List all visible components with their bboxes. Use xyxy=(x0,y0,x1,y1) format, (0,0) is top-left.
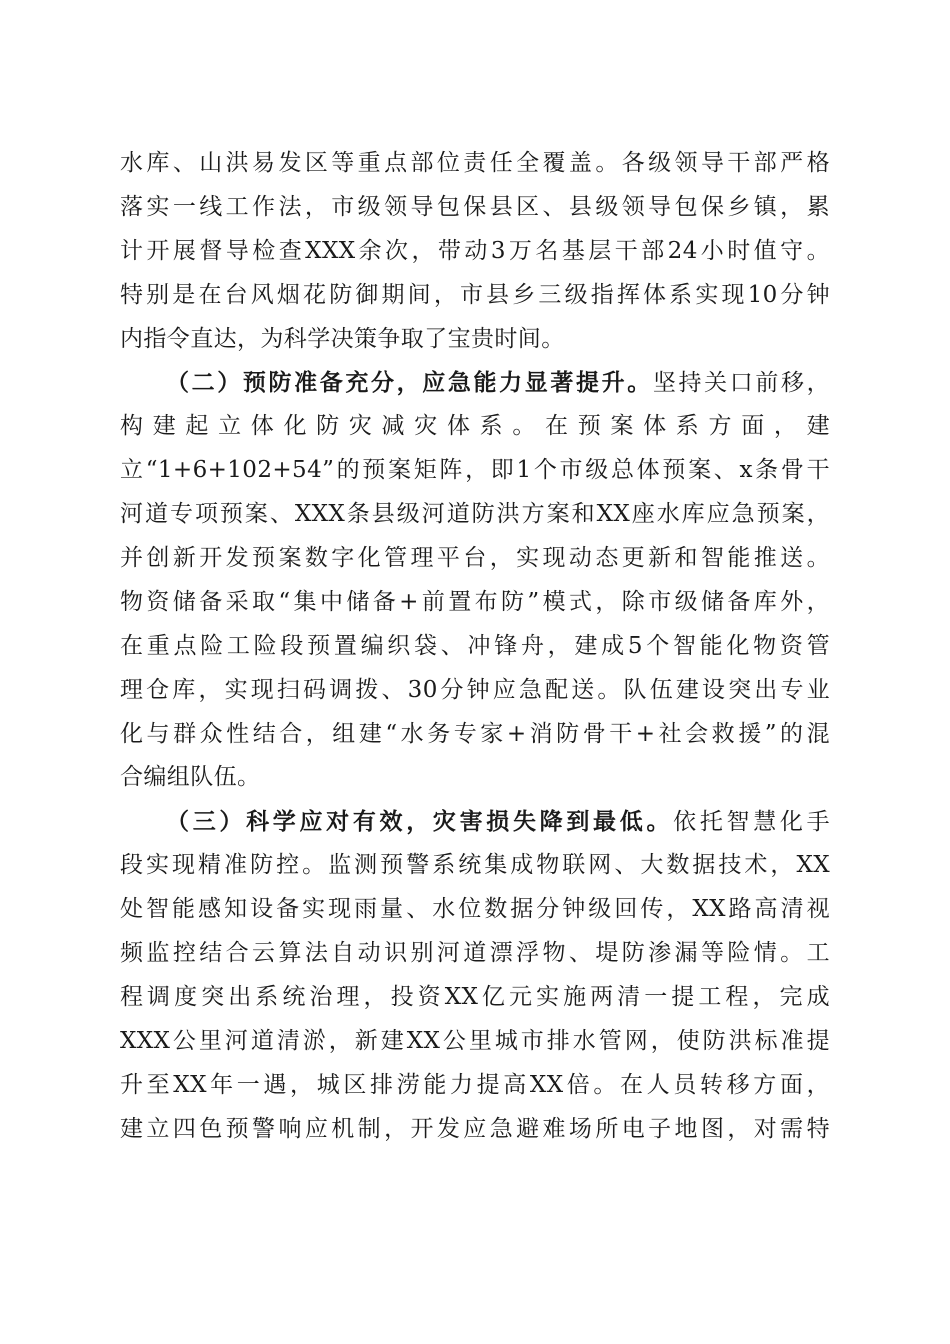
paragraph-1-line: 落实一线工作法，市级领导包保县区、县级领导包保乡镇，累 xyxy=(120,193,830,220)
paragraph-1-line: 水库、山洪易发区等重点部位责任全覆盖。各级领导干部严格 xyxy=(120,150,830,176)
paragraph-3-line: 段实现精准防控。监测预警系统集成物联网、大数据技术，XX xyxy=(120,852,830,879)
paragraph-2-heading: （二）预防准备充分，应急能力显著提升。 xyxy=(166,369,653,397)
paragraph-1-line: 特别是在台风烟花防御期间，市县乡三级指挥体系实现10分钟 xyxy=(120,281,830,308)
paragraph-3-first-line-text: 依托智慧化手 xyxy=(673,809,830,836)
paragraph-2-first-line-text: 坚持关口前移， xyxy=(652,370,830,397)
paragraph-3-line: XXX公里河道清淤，新建XX公里城市排水管网，使防洪标准提 xyxy=(120,1027,830,1054)
paragraph-3-heading: （三）科学应对有效，灾害损失降到最低。 xyxy=(166,808,674,836)
paragraph-2-line: 构建起立体化防灾减灾体系。在预案体系方面，建 xyxy=(120,413,830,440)
paragraph-2-line: 合编组队伍。 xyxy=(120,764,261,791)
document-body xyxy=(120,142,830,1151)
paragraph-1-line: 内指令直达，为科学决策争取了宝贵时间。 xyxy=(120,325,565,352)
paragraph-2-line: 物资储备采取“集中储备+前置布防”模式，除市级储备库外， xyxy=(120,588,830,615)
paragraph-3-line: 升至XX年一遇，城区排涝能力提高XX倍。在人员转移方面， xyxy=(120,1071,830,1098)
paragraph-3-line: 建立四色预警响应机制，开发应急避难场所电子地图，对需特 xyxy=(120,1115,830,1142)
paragraph-3-line: 程调度突出系统治理，投资XX亿元实施两清一提工程，完成 xyxy=(120,983,830,1010)
paragraph-3-line: 频监控结合云算法自动识别河道漂浮物、堤防渗漏等险情。工 xyxy=(120,940,830,967)
paragraph-2-line: 在重点险工险段预置编织袋、冲锋舟，建成5个智能化物资管 xyxy=(120,632,830,659)
paragraph-3-line: 处智能感知设备实现雨量、水位数据分钟级回传，XX路高清视 xyxy=(120,896,830,923)
paragraph-2-line: 立“1+6+102+54”的预案矩阵，即1个市级总体预案、x条骨干 xyxy=(120,457,830,484)
paragraph-3-first-line xyxy=(120,800,830,844)
paragraph-2-line: 河道专项预案、XXX条县级河道防洪方案和XX座水库应急预案， xyxy=(120,501,830,528)
paragraph-2-line: 并创新开发预案数字化管理平台，实现动态更新和智能推送。 xyxy=(120,545,830,572)
paragraph-2-line: 化与群众性结合，组建“水务专家+消防骨干+社会救援”的混 xyxy=(120,720,830,747)
paragraph-2-first-line xyxy=(120,361,830,405)
paragraph-2-line: 理仓库，实现扫码调拨、30分钟应急配送。队伍建设突出专业 xyxy=(120,676,830,703)
paragraph-1-line: 计开展督导检查XXX余次，带动3万名基层干部24小时值守。 xyxy=(120,237,830,264)
